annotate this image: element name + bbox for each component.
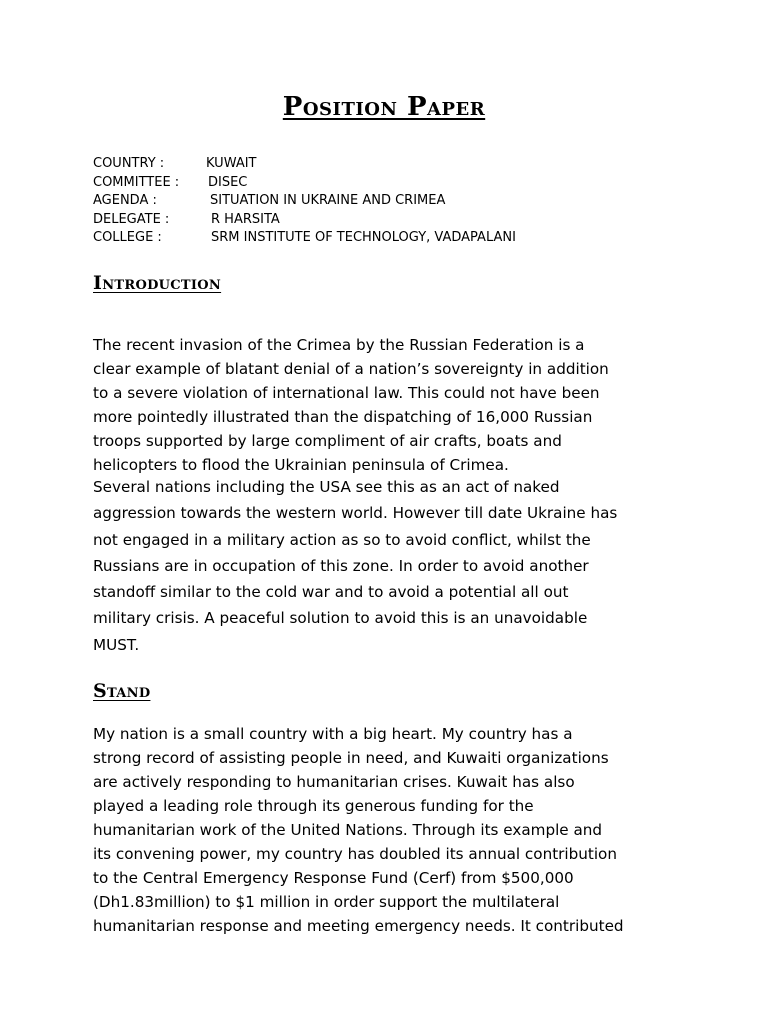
meta-label: DELEGATE : (93, 211, 170, 227)
meta-row-college (93, 229, 516, 248)
meta-value: R HARSITA (211, 211, 280, 227)
stand-heading: Stand (93, 680, 151, 702)
text-line: Russians are in occupation of this zone. In order to avoid another (93, 556, 589, 575)
text-line: its convening power, my country has doubled its annual contribution (93, 845, 617, 863)
text-line: clear example of blatant denial of a nation’s sovereignty in addition (93, 360, 609, 378)
text-line: not engaged in a military action as so to avoid conflict, whilst the (93, 530, 591, 549)
meta-label: COMMITTEE : (93, 174, 180, 190)
text-line: to the Central Emergency Response Fund (Cerf) from $500,000 (93, 869, 574, 887)
meta-value: SRM INSTITUTE OF TECHNOLOGY, VADAPALANI (211, 230, 516, 245)
text-line: played a leading role through its generous funding for the (93, 797, 534, 815)
metadata-block (93, 155, 516, 248)
text-line: helicopters to flood the Ukrainian peninsula of Crimea. (93, 456, 509, 474)
meta-label: COLLEGE : (93, 230, 162, 245)
text-line: aggression towards the western world. However till date Ukraine has (93, 504, 618, 523)
meta-value: KUWAIT (206, 156, 257, 171)
text-line: (Dh1.83million) to $1 million in order support the multilateral (93, 893, 560, 911)
meta-row-agenda (93, 192, 516, 211)
meta-row-country (93, 155, 516, 174)
text-line: The recent invasion of the Crimea by the Russian Federation is a (93, 336, 585, 354)
introduction-paragraph-2 (93, 474, 693, 658)
text-line: MUST. (93, 635, 140, 654)
text-line: My nation is a small country with a big heart. My country has a (93, 725, 573, 743)
document-title (0, 92, 768, 122)
text-line: to a severe violation of international law. This could not have been (93, 384, 600, 402)
text-line: humanitarian work of the United Nations. Through its example and (93, 821, 603, 839)
text-line: troops supported by large compliment of air crafts, boats and (93, 432, 562, 450)
stand-paragraph (93, 722, 693, 938)
meta-value: DISEC (208, 174, 248, 190)
text-line: are actively responding to humanitarian crises. Kuwait has also (93, 773, 575, 791)
meta-value: SITUATION IN UKRAINE AND CRIMEA (210, 193, 446, 208)
introduction-heading: Introduction (93, 272, 222, 294)
document-title-text: Position Paper (282, 92, 486, 122)
meta-row-delegate (93, 211, 516, 230)
meta-row-committee (93, 174, 516, 193)
text-line: Several nations including the USA see this as an act of naked (93, 478, 560, 496)
text-line: strong record of assisting people in need, and Kuwaiti organizations (93, 749, 609, 767)
text-line: humanitarian response and meeting emergency needs. It contributed (93, 917, 624, 935)
meta-label: COUNTRY : (93, 156, 165, 171)
introduction-paragraph-1 (93, 333, 693, 477)
meta-label: AGENDA : (93, 193, 157, 208)
text-line: more pointedly illustrated than the dispatching of 16,000 Russian (93, 408, 593, 426)
text-line: standoff similar to the cold war and to avoid a potential all out (93, 583, 569, 602)
text-line: military crisis. A peaceful solution to avoid this is an unavoidable (93, 609, 588, 628)
